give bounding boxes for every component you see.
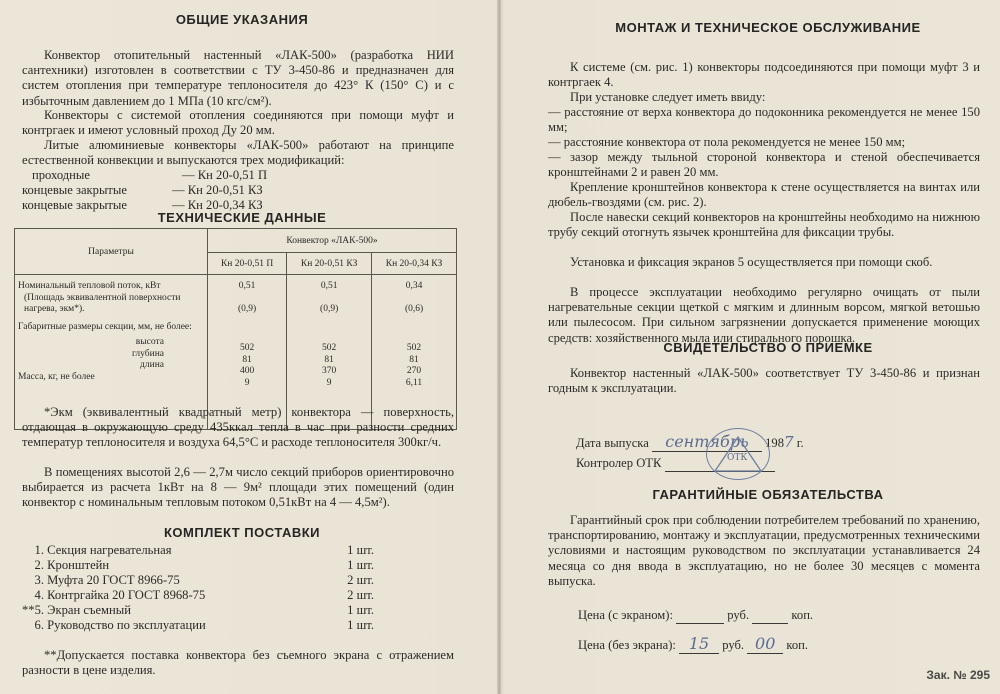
- install-paragraph-8: Установка и фиксация экранов 5 осуществляется при помощи скоб.: [570, 255, 933, 269]
- release-date-line: [576, 432, 976, 452]
- otk-stamp: [706, 428, 770, 480]
- cert-title: СВИДЕТЕЛЬСТВО О ПРИЕМКЕ: [663, 340, 873, 355]
- kit-title: КОМПЛЕКТ ПОСТАВКИ: [163, 525, 321, 540]
- general-paragraph-3: Литые алюминиевые конвекторы «ЛАК-500» работают на принципе естественной конвекции и выпускаются трех модификаций:: [22, 138, 454, 168]
- install-title: МОНТАЖ И ТЕХНИЧЕСКОЕ ОБСЛУЖИВАНИЕ: [615, 20, 921, 35]
- values-column: 0,51 (0,9) 502 81 370 9: [287, 275, 372, 430]
- modifications-list: [22, 168, 454, 213]
- row-label: длина: [140, 360, 164, 370]
- warranty-title: ГАРАНТИЙНЫЕ ОБЯЗАТЕЛЬСТВА: [652, 487, 884, 502]
- tech-title: ТЕХНИЧЕСКИЕ ДАННЫЕ: [157, 210, 327, 225]
- install-paragraph-6: Крепление кронштейнов конвектора к стене осуществляется на винтах или дюбель-гвоздями (см. рис. 2).: [548, 180, 980, 210]
- install-paragraph-4: — расстояние конвектора от пола рекомендуется не менее 150 мм;: [548, 135, 906, 149]
- column-header: Кн 20-0,51 КЗ: [287, 253, 372, 275]
- install-paragraph-5: — зазор между тыльной стороной конвектора и стеной обеспечивается кронштейнами 2 и равен 20 мм.: [548, 150, 980, 180]
- footnote-ekm: *Экм (эквивалентный квадратный метр) конвектора — поверхность, отдающая в окружающую среду 435ккал тепла в час при разности средних температур теплоносителя и воздуха 64,5°С и расходе теплоносителя 300кг/ч.: [22, 405, 454, 450]
- page-fold: [497, 0, 501, 694]
- row-label: Номинальный тепловой поток, кВт: [18, 281, 161, 291]
- release-date-handwritten: сентябрь: [665, 432, 749, 451]
- general-title: ОБЩИЕ УКАЗАНИЯ: [175, 12, 309, 27]
- general-paragraph-1: Конвектор отопительный настенный «ЛАК-500» (разработка НИИ сантехники) изготовлен в соответствии с ТУ 3-450-86 и предназначен для систем отопления при температуре теплоносителя до 423° К (150° С) и с избыточным давлением до 1 МПа (10 кгс/см²).: [22, 48, 454, 108]
- kop-label: коп.: [791, 608, 814, 622]
- kit-item: 3. Муфта 20 ГОСТ 8966-75 2 шт.: [34, 573, 375, 587]
- price-with-screen: [578, 608, 978, 624]
- group-header: Конвектор «ЛАК-500»: [208, 229, 457, 253]
- price-kop-handwritten: 00: [755, 634, 776, 653]
- values-column: 0,34 (0,6) 502 81 270 6,11: [372, 275, 457, 430]
- column-header: Кн 20-0,34 КЗ: [372, 253, 457, 275]
- install-paragraph-1: К системе (см. рис. 1) конвекторы подсоединяются при помощи муфт 3 и контргаек 4.: [548, 60, 980, 90]
- year-suffix: г.: [796, 436, 804, 450]
- kit-item: 6. Руководство по эксплуатации 1 шт.: [34, 618, 375, 632]
- warranty-text: Гарантийный срок при соблюдении потребителем требований по хранению, транспортированию, монтажу и эксплуатации, предусмотренных техническими условиями и настоящим руководством по эксплуатации устанавливается 24 месяца со дня ввода в эксплуатацию, но не более 30 месяцев с момента выпуска.: [548, 513, 980, 588]
- cert-text: Конвектор настенный «ЛАК-500» соответствует ТУ 3-450-86 и признан годным к эксплуатации.: [548, 366, 980, 396]
- controller-label: Контролер ОТК: [576, 456, 662, 470]
- tech-table: [14, 228, 457, 430]
- kit-item: 4. Контргайка 20 ГОСТ 8968-75 2 шт.: [34, 588, 375, 602]
- row-label: Габаритные размеры секции, мм, не более:: [18, 321, 192, 332]
- kit-item: 1. Секция нагревательная 1 шт.: [34, 543, 375, 557]
- kit-footnote: **Допускается поставка конвектора без съемного экрана с отражением разности в цене изделия.: [22, 648, 454, 678]
- rub-label: руб.: [727, 608, 750, 622]
- install-paragraph-7: После навески секций конвекторов на кронштейны необходимо на нижнюю трубу секций отогнуть язычек кронштейна для фиксации трубы.: [548, 210, 980, 240]
- price-with-screen-label: Цена (с экраном):: [578, 608, 673, 622]
- stamp-text: ОТК: [727, 453, 748, 463]
- price-kop-field: [747, 634, 783, 654]
- column-header: Кн 20-0,51 П: [208, 253, 287, 275]
- kop-label: коп.: [786, 638, 809, 652]
- year-prefix: 198: [765, 436, 785, 450]
- release-date-label: Дата выпуска: [576, 436, 649, 450]
- modification-item: концевые закрытые — Кн 20-0,51 КЗ: [22, 183, 263, 197]
- row-label: Масса, кг, не более: [18, 371, 95, 382]
- install-paragraph-2: При установке следует иметь ввиду:: [570, 90, 766, 104]
- kit-item: 2. Кронштейн 1 шт.: [34, 558, 375, 572]
- price-without-screen: [578, 634, 978, 654]
- price-rub-field: [679, 634, 719, 654]
- kit-item: **5. Экран съемный 1 шт.: [22, 603, 375, 617]
- price-without-screen-label: Цена (без экрана):: [578, 638, 676, 652]
- row-label: высота: [135, 337, 164, 347]
- room-note: В помещениях высотой 2,6 — 2,7м число секций приборов ориентировочно выбирается из расчета 1кВт на 8 — 9м² площади этих помещений (один конвектор с номинальным тепловым потоком 0,51кВт на 4 — 4,5м²).: [22, 465, 454, 510]
- values-column: 0,51 (0,9) 502 81 400 9: [208, 275, 287, 430]
- modification-item: концевые закрытые — Кн 20-0,34 КЗ: [22, 198, 263, 212]
- price-rub-handwritten: 15: [688, 634, 710, 653]
- row-label: (Площадь эквивалентной поверхности нагрева, экм*).: [24, 292, 181, 314]
- order-number: Зак. № 295: [926, 668, 990, 682]
- param-header: Параметры: [15, 229, 208, 275]
- row-label: глубина: [132, 348, 164, 359]
- modification-item: проходные — Кн 20-0,51 П: [32, 168, 268, 182]
- general-paragraph-2: Конвекторы с системой отопления соединяются при помощи муфт и контргаек и имеют условный проход Ду 20 мм.: [22, 108, 454, 138]
- install-paragraph-3: — расстояние от верха конвектора до подоконника рекомендуется не менее 150 мм;: [548, 105, 980, 135]
- rub-label: руб.: [722, 638, 745, 652]
- year-handwritten: 7: [784, 433, 794, 451]
- controller-line: [576, 456, 976, 472]
- install-paragraph-9: В процессе эксплуатации необходимо регулярно очищать от пыли нагревательные секции щеткой с мягким и длинным ворсом, мягкой ветошью или пылесосом. При сильном загрязнении допускается применение моющих средств: хозяйственного мыла или стирального порошка.: [548, 285, 980, 345]
